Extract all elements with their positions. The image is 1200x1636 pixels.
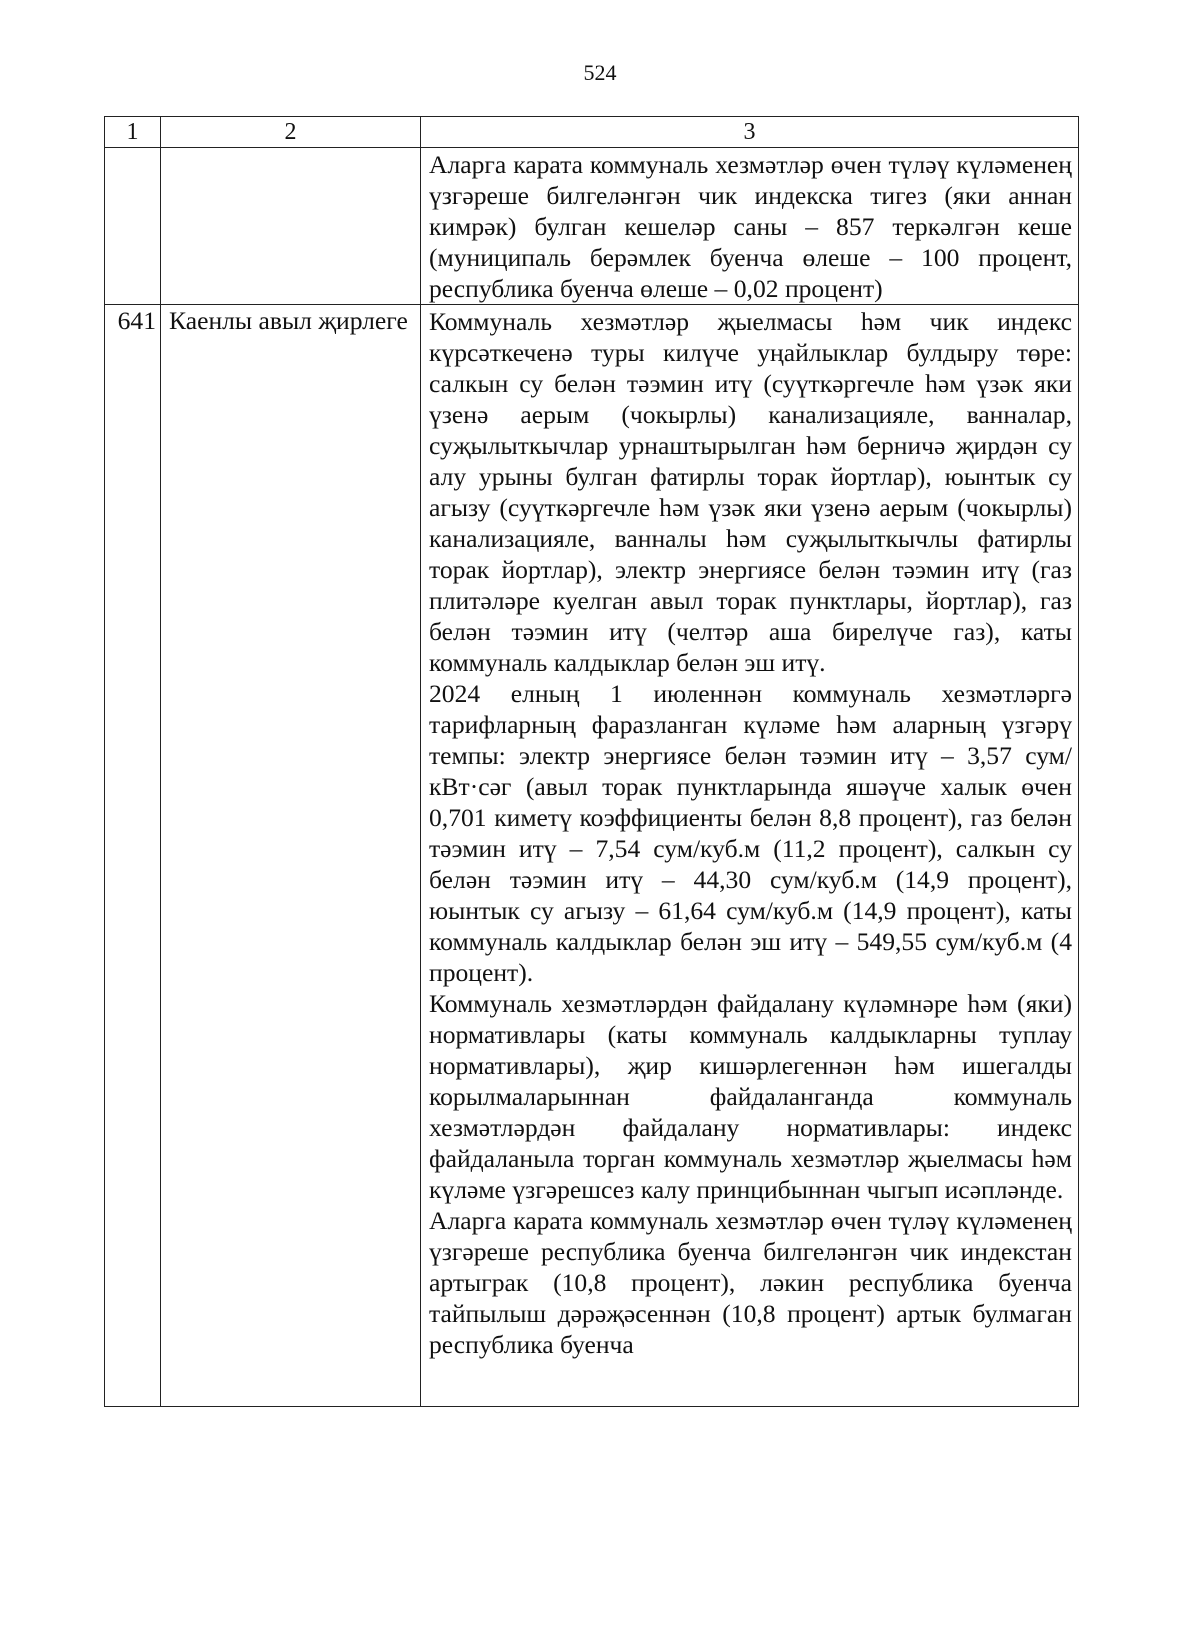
header-col-2: 2 <box>161 117 421 148</box>
table-row-641 <box>105 305 1079 1407</box>
continuation-paragraph: Аларга карата коммуналь хезмәтләр өчен түләү күләменең үзгәреше билгеләнгән чик индекска тигез (яки аннан кимрәк) булган кешеләр саны – 857 теркәлгән кеше (муниципаль берәмлек буенча өлеше – 100 процент, республика буенча өлеше – 0,02 процент) <box>429 150 1072 303</box>
paragraph-tariffs: 2024 елның 1 июленнән коммуналь хезмәтләргә тарифларның фаразланган күләме һәм аларның үзгәрү темпы: электр энергиясе белән тәэмин итү – 3,57 сум/кВт·сәг (авыл торак пунктларында яшәүче халык өчен 0,701 киметү коэффициенты белән 8,8 процент), газ белән тәэмин итү – 7,54 сум/куб.м (11,2 процент), салкын су белән тәэмин итү – 44,30 сум/куб.м (14,9 процент), юынтык су агызу – 61,64 сум/куб.м (14,9 процент), каты коммуналь калдыклар белән эш итү – 549,55 сум/куб.м (4 процент). <box>429 679 1072 987</box>
header-col-1: 1 <box>105 117 161 148</box>
continuation-number-cell <box>105 148 161 305</box>
paragraph-utilities: Коммуналь хезмәтләр җыелмасы һәм чик индекс күрсәткеченә туры килүче уңайлыклар булдыру төре: салкын су белән тәэмин итү (суүткәргечле һәм үзәк яки үзенә аерым (чокырлы) канализацияле, ванналар, суҗылыткычлар урнаштырылган һәм берничә җирдән су алу урыны булган фатирлы торак йортлар), юынтык су агызу (суүткәргечле һәм үзәк яки үзенә аерым (чокырлы) канализацияле, ванналы һәм суҗылыткычлы фатирлы торак йортлар), электр энергиясе белән тәэмин итү (газ плитәләре куелган авыл торак пунктлары, йортлар), газ белән тәэмин итү (челтәр аша бирелүче газ), каты коммуналь калдыклар белән эш итү. <box>429 307 1072 677</box>
paragraph-payment-change: Аларга карата коммуналь хезмәтләр өчен түләү күләменең үзгәреше республика буенча билгеләнгән чик индекстан артыграк (10,8 процент), ләкин республика буенча тайпылыш дәрәҗәсеннән (10,8 процент) артык булмаган республика буенча <box>429 1206 1072 1359</box>
continuation-text-cell <box>421 148 1079 305</box>
continuation-name-cell <box>161 148 421 305</box>
row-number-cell: 641 <box>105 305 161 1407</box>
header-col-3: 3 <box>421 117 1079 148</box>
paragraph-norms: Коммуналь хезмәтләрдән файдалану күләмнәре һәм (яки) нормативлары (каты коммуналь калдыкларны туплау нормативлары), җир кишәрлегеннән һәм ишегалды корылмаларыннан файдаланганда коммуналь хезмәтләрдән файдалану нормативлары: индекс файдаланыла торган коммуналь хезмәтләр җыелмасы һәм күләме үзгәрешсез калу принцибыннан чыгып исәпләнде. <box>429 989 1072 1204</box>
table-header-row <box>105 117 1079 148</box>
description-cell <box>421 305 1079 1407</box>
page-number: 524 <box>583 60 617 85</box>
table-row-continuation <box>105 148 1079 305</box>
document-table <box>104 116 1079 1407</box>
settlement-name-cell: Каенлы авыл җирлеге <box>161 305 421 1407</box>
